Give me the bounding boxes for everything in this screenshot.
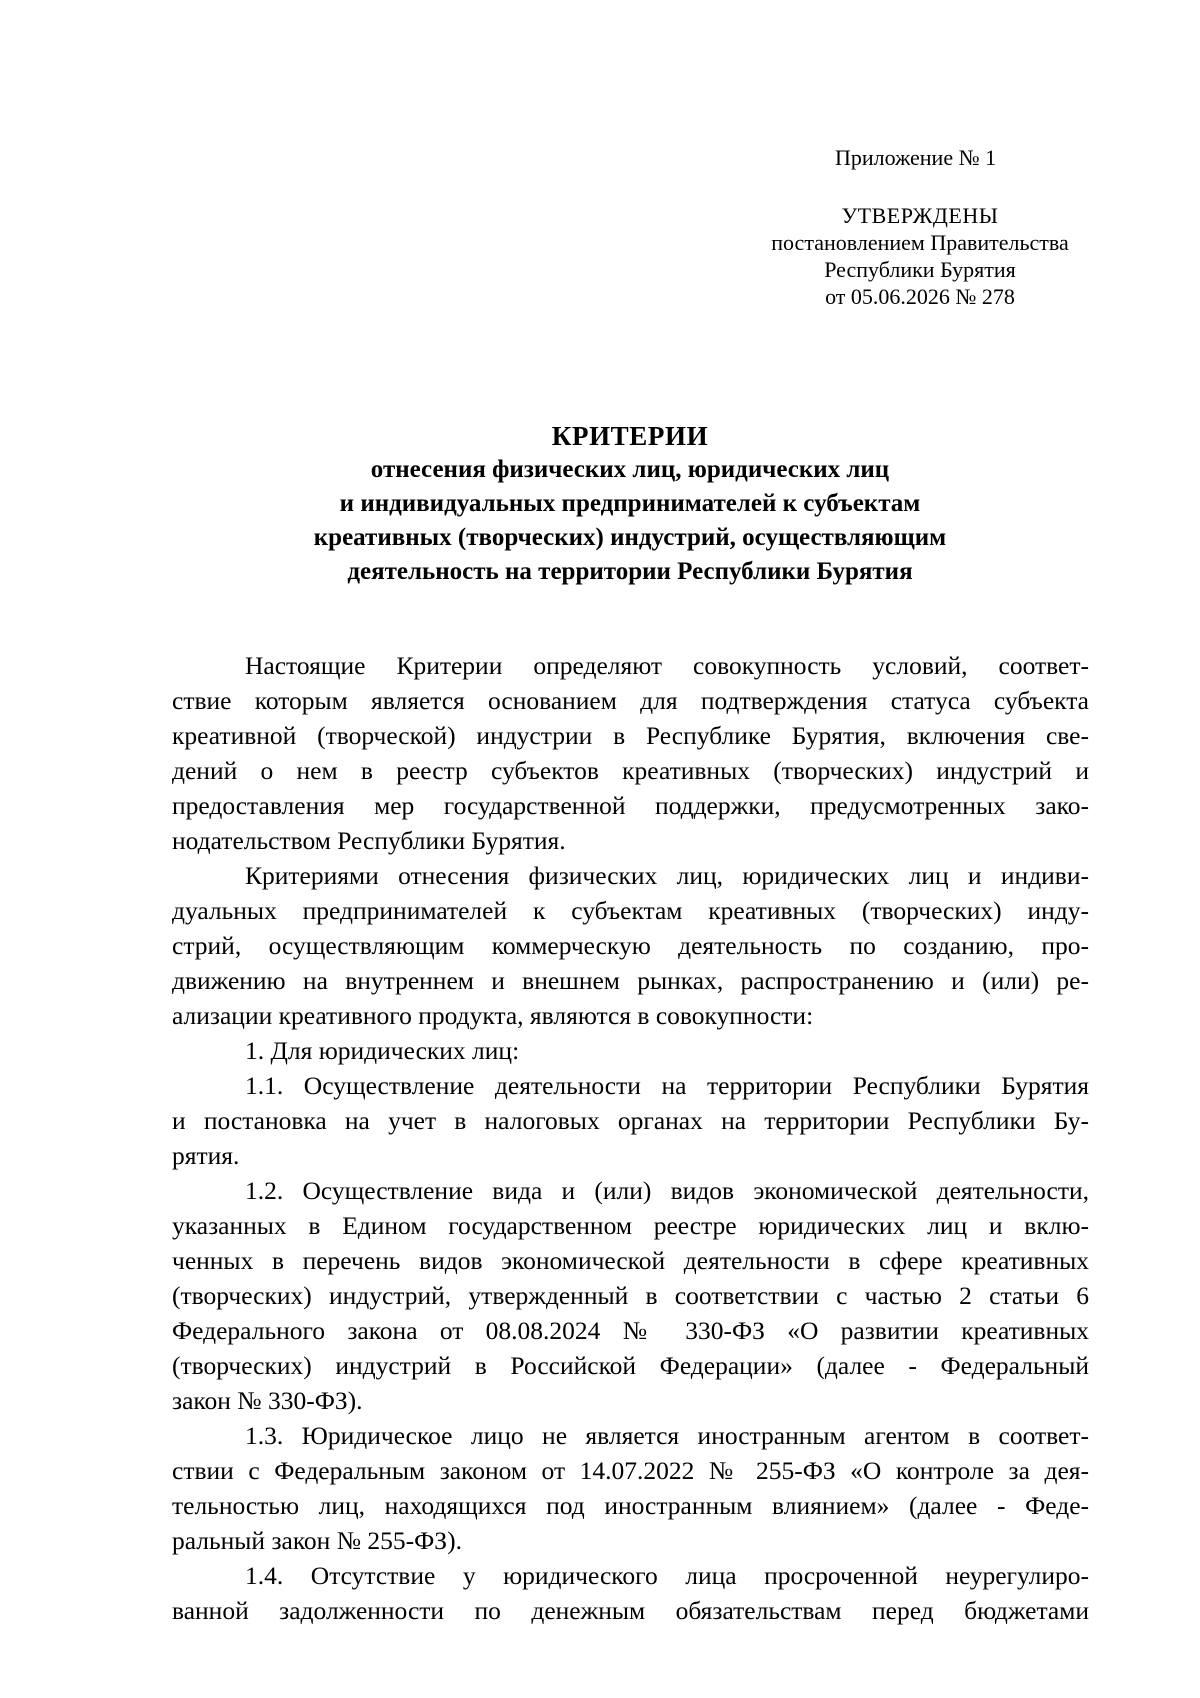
title-line: креативных (творческих) индустрий, осуществляющим [313,524,947,551]
body-line: указанных в Едином государственном реестре юридических лиц и вклю- [172,1211,1089,1240]
document-title [180,419,1080,589]
body-line: дений о нем в реестр субъектов креативных (творческих) индустрий и [172,756,1089,785]
body-line: ствии с Федеральным законом от 14.07.2022 № 255-ФЗ «О контроле за дея- [172,1456,1089,1485]
body-line: Критериями отнесения физических лиц, юридических лиц и индиви- [245,861,1089,890]
body-line: дуальных предпринимателей к субъектам креативных (творческих) инду- [172,896,1089,925]
title-line: деятельность на территории Республики Бурятия [347,558,913,585]
body-line: (творческих) индустрий, утвержденный в соответствии с частью 2 статьи 6 [172,1281,1089,1310]
body-line: тельностью лиц, находящихся под иностранным влиянием» (далее - Феде- [172,1491,1089,1520]
body-line: 1.3. Юридическое лицо не является иностранным агентом в соответ- [245,1421,1089,1450]
body-line: Федерального закона от 08.08.2024 № 330-ФЗ «О развитии креативных [172,1316,1089,1345]
body-line: движению на внутреннем и внешнем рынках, распространению и (или) ре- [172,966,1089,995]
body-line: креативной (творческой) индустрии в Республике Бурятия, включения све- [172,721,1089,750]
body-line: 1.1. Осуществление деятельности на территории Республики Бурятия [245,1071,1089,1100]
body-line: 1.4. Отсутствие у юридического лица просроченной неурегулиро- [245,1561,1089,1590]
title-main: КРИТЕРИИ [551,421,709,451]
body-line: Настоящие Критерии определяют совокупность условий, соответ- [245,651,1089,680]
body-line: ченных в перечень видов экономической деятельности в сфере креативных [172,1246,1089,1275]
body-line: 1.2. Осуществление вида и (или) видов экономической деятельности, [245,1176,1089,1205]
appendix-label: Приложение № 1 [835,145,997,170]
approval-heading: УТВЕРЖДЕНЫ [841,203,999,228]
body-line: нодательством Республики Бурятия. [172,826,566,855]
section-heading: 1. Для юридических лиц: [245,1036,520,1065]
body-line: рятия. [172,1141,240,1170]
body-line: и постановка на учет в налоговых органах на территории Республики Бу- [172,1106,1089,1135]
title-line: и индивидуальных предпринимателей к субъектам [339,490,921,517]
approval-date: от 05.06.2026 № 278 [825,284,1015,309]
body-line: ализации креативного продукта, являются в совокупности: [172,1001,814,1030]
approval-line: постановлением Правительства [771,230,1069,255]
approval-line: Республики Бурятия [824,257,1016,282]
body-line: ванной задолженности по денежным обязательствам перед бюджетами [172,1596,1089,1625]
body-line: стрий, осуществляющим коммерческую деятельность по созданию, про- [172,931,1089,960]
approval-block [720,202,1120,310]
body-line: ствие которым является основанием для подтверждения статуса субъекта [172,686,1089,715]
body-line: предоставления мер государственной поддержки, предусмотренных зако- [172,791,1089,820]
body-line: (творческих) индустрий в Российской Федерации» (далее - Федеральный [172,1351,1089,1380]
document-body [172,648,1089,1628]
title-line: отнесения физических лиц, юридических лиц [370,456,890,483]
body-line: закон № 330-ФЗ). [172,1386,363,1415]
body-line: ральный закон № 255-ФЗ). [172,1526,462,1555]
